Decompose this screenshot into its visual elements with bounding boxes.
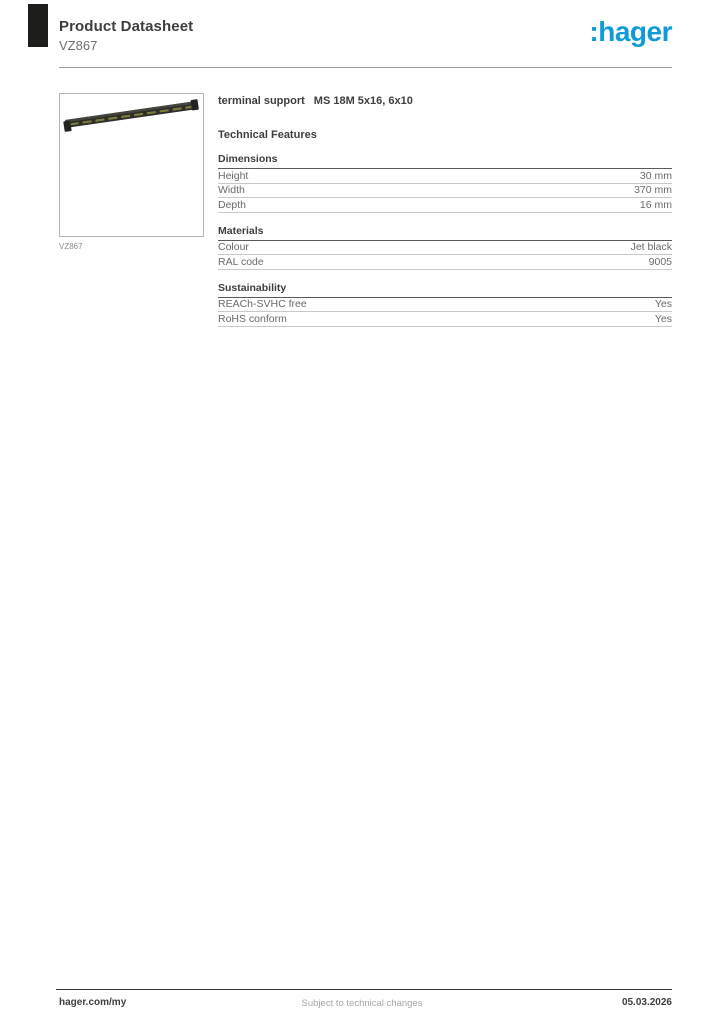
- table-row: [218, 184, 672, 199]
- table-row: [218, 312, 672, 327]
- row-label: RAL code: [218, 255, 264, 268]
- row-value: Yes: [654, 312, 672, 325]
- row-label: Depth: [218, 198, 247, 211]
- header-divider: [59, 67, 672, 68]
- section-sustainability: [218, 282, 672, 327]
- footer-note: Subject to technical changes: [301, 998, 423, 1009]
- product-code-subtitle: VZ867: [59, 38, 98, 53]
- row-value: 9005: [648, 255, 672, 268]
- product-name: terminal support: [218, 95, 305, 107]
- section-title: Materials: [218, 225, 672, 241]
- row-label: Colour: [218, 241, 249, 254]
- row-label: Width: [218, 184, 245, 197]
- table-row: [218, 255, 672, 270]
- footer-website: hager.com/my: [59, 997, 127, 1008]
- footer-date: 05.03.2026: [621, 997, 672, 1008]
- content-column: [218, 95, 672, 327]
- product-image-caption: VZ867: [59, 242, 83, 251]
- table-row: [218, 241, 672, 256]
- section-dimensions: [218, 153, 672, 213]
- row-value: 30 mm: [639, 169, 672, 182]
- terminal-support-bar-image: [60, 94, 203, 236]
- row-value: Yes: [654, 298, 672, 311]
- section-title: Dimensions: [218, 153, 672, 169]
- product-reference: MS 18M 5x16, 6x10: [313, 95, 413, 107]
- technical-features-heading: Technical Features: [218, 129, 317, 141]
- section-materials: [218, 225, 672, 270]
- hager-logo: :hager: [589, 16, 672, 47]
- row-label: REACh-SVHC free: [218, 298, 307, 311]
- row-value: 370 mm: [634, 184, 672, 197]
- table-row: [218, 198, 672, 213]
- row-value: Jet black: [630, 241, 672, 254]
- product-title: [218, 95, 672, 107]
- footer-divider: [56, 989, 672, 990]
- page-corner-mark: [28, 4, 48, 47]
- product-image-frame: [59, 93, 204, 237]
- table-row: [218, 169, 672, 184]
- row-label: RoHS conform: [218, 312, 287, 325]
- page-title: Product Datasheet: [59, 18, 194, 35]
- section-title: Sustainability: [218, 282, 672, 298]
- table-row: [218, 298, 672, 313]
- row-label: Height: [218, 169, 249, 182]
- row-value: 16 mm: [639, 198, 672, 211]
